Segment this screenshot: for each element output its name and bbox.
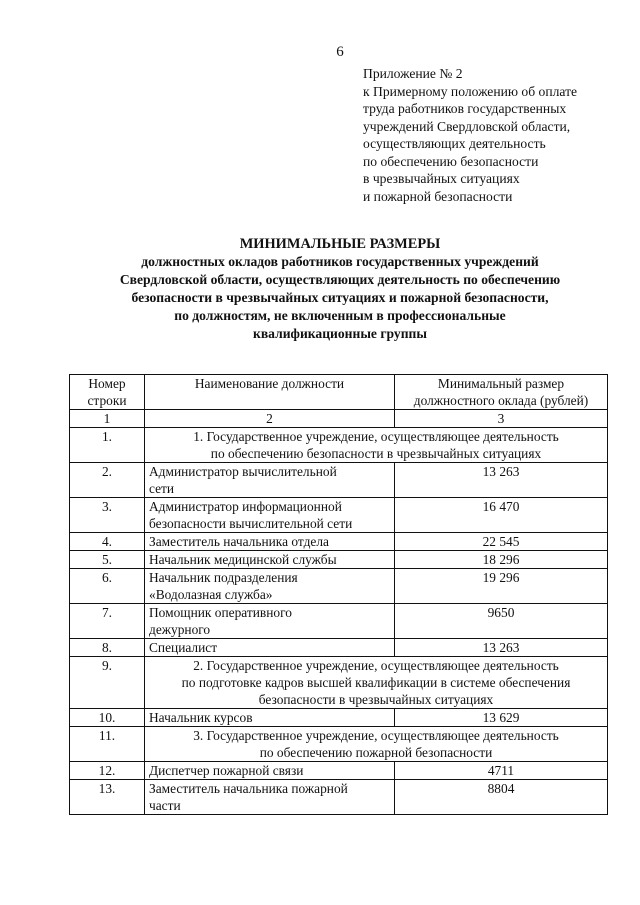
section-row <box>70 428 608 463</box>
table-row <box>70 463 608 498</box>
header-text: Наименование должности <box>194 376 345 391</box>
header-min-salary <box>395 375 608 410</box>
position-name-line: Диспетчер пожарной связи <box>149 763 304 778</box>
table-row <box>70 551 608 569</box>
column-number: 3 <box>395 410 608 428</box>
row-number: 8. <box>70 639 145 657</box>
appendix-line: к Примерному положению об оплате <box>363 83 578 99</box>
position-name <box>145 709 395 727</box>
min-salary: 13 629 <box>395 709 608 727</box>
min-salary: 13 263 <box>395 463 608 498</box>
position-name-line: дежурного <box>149 622 211 637</box>
row-number: 4. <box>70 533 145 551</box>
position-name <box>145 498 395 533</box>
position-name <box>145 569 395 604</box>
position-name <box>145 604 395 639</box>
section-title <box>145 657 608 709</box>
column-number-row <box>70 410 608 428</box>
section-title <box>145 428 608 463</box>
min-salary: 19 296 <box>395 569 608 604</box>
position-name-line: части <box>149 798 181 813</box>
page-number: 6 <box>336 44 344 60</box>
title-line: безопасности в чрезвычайных ситуациях и пожарной безопасности, <box>131 290 549 305</box>
row-number: 11. <box>70 727 145 762</box>
table-row <box>70 709 608 727</box>
section-title-line: по подготовке кадров высшей квалификации в системе обеспечения <box>181 675 571 690</box>
position-name-line: Заместитель начальника отдела <box>149 534 329 549</box>
salary-table <box>69 374 608 815</box>
position-name-line: Заместитель начальника пожарной <box>149 781 348 796</box>
header-position-name <box>145 375 395 410</box>
row-number: 7. <box>70 604 145 639</box>
appendix-line: труда работников государственных <box>363 101 567 116</box>
column-number: 2 <box>145 410 395 428</box>
title-line: Свердловской области, осуществляющих деятельность по обеспечению <box>119 272 561 287</box>
section-title-line: по обеспечению безопасности в чрезвычайных ситуациях <box>210 446 542 461</box>
section-title-line: по обеспечению пожарной безопасности <box>259 745 493 760</box>
appendix-line: осуществляющих деятельность <box>363 136 546 151</box>
position-name-line: безопасности вычислительной сети <box>149 516 353 531</box>
header-text: строки <box>87 393 127 408</box>
table-header-row <box>70 375 608 410</box>
section-row <box>70 727 608 762</box>
min-salary: 18 296 <box>395 551 608 569</box>
title-line: должностных окладов работников государственных учреждений <box>141 254 539 269</box>
row-number: 1. <box>70 428 145 463</box>
appendix-line: по обеспечению безопасности <box>363 153 539 169</box>
row-number: 6. <box>70 569 145 604</box>
section-title-line: 2. Государственное учреждение, осуществляющее деятельность <box>193 658 559 673</box>
header-text: Номер <box>88 376 126 391</box>
position-name-line: Администратор вычислительной <box>149 464 337 479</box>
appendix-line: учреждений Свердловской области, <box>363 118 571 134</box>
position-name <box>145 762 395 780</box>
appendix-line: в чрезвычайных ситуациях <box>363 171 520 186</box>
section-row <box>70 657 608 709</box>
row-number: 5. <box>70 551 145 569</box>
min-salary: 22 545 <box>395 533 608 551</box>
min-salary: 13 263 <box>395 639 608 657</box>
section-title-line: безопасности в чрезвычайных ситуациях <box>258 692 494 707</box>
appendix-line: и пожарной безопасности <box>363 188 513 204</box>
table-row <box>70 780 608 815</box>
section-title <box>145 727 608 762</box>
table-row <box>70 569 608 604</box>
header-row-number <box>70 375 145 410</box>
position-name-line: сети <box>149 481 175 496</box>
position-name <box>145 780 395 815</box>
position-name <box>145 463 395 498</box>
section-title-line: 3. Государственное учреждение, осуществляющее деятельность <box>193 728 559 743</box>
position-name-line: Начальник курсов <box>149 710 253 725</box>
position-name <box>145 551 395 569</box>
position-name-line: Начальник медицинской службы <box>149 552 337 567</box>
min-salary: 9650 <box>395 604 608 639</box>
min-salary: 4711 <box>395 762 608 780</box>
row-number: 10. <box>70 709 145 727</box>
position-name <box>145 639 395 657</box>
row-number: 3. <box>70 498 145 533</box>
title-main: МИНИМАЛЬНЫЕ РАЗМЕРЫ <box>239 236 441 252</box>
header-text: Минимальный размер <box>437 376 565 391</box>
min-salary: 8804 <box>395 780 608 815</box>
position-name-line: Специалист <box>149 640 218 655</box>
section-title-line: 1. Государственное учреждение, осуществляющее деятельность <box>193 429 559 444</box>
row-number: 2. <box>70 463 145 498</box>
position-name-line: «Водолазная служба» <box>149 587 273 602</box>
row-number: 9. <box>70 657 145 709</box>
table-row <box>70 498 608 533</box>
min-salary: 16 470 <box>395 498 608 533</box>
position-name-line: Помощник оперативного <box>149 605 292 620</box>
header-text: должностного оклада (рублей) <box>413 393 589 408</box>
title-line: по должностям, не включенным в профессиональные <box>174 308 506 323</box>
title-line: квалификационные группы <box>252 326 427 341</box>
appendix-header <box>363 65 633 205</box>
table-row <box>70 639 608 657</box>
position-name-line: Администратор информационной <box>149 499 342 514</box>
row-number: 12. <box>70 762 145 780</box>
row-number: 13. <box>70 780 145 815</box>
appendix-line: Приложение № 2 <box>363 66 463 81</box>
table-row <box>70 533 608 551</box>
table-row <box>70 604 608 639</box>
position-name-line: Начальник подразделения <box>149 570 298 585</box>
table-row <box>70 762 608 780</box>
document-title <box>40 235 640 343</box>
position-name <box>145 533 395 551</box>
column-number: 1 <box>70 410 145 428</box>
